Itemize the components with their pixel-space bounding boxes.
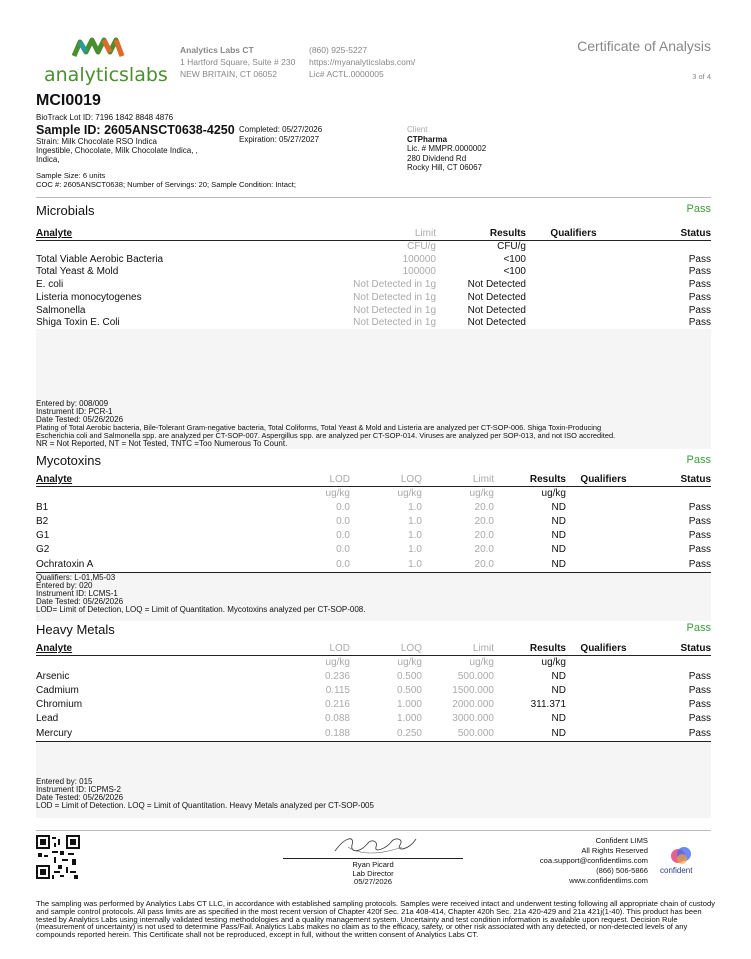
analyte: Cadmium	[36, 684, 79, 696]
col-analyte: Analyte	[36, 643, 236, 656]
limit: 20.0	[474, 501, 494, 513]
analyte: G2	[36, 544, 50, 556]
client-address1: 280 Dividend Rd	[407, 153, 467, 163]
table-header-row	[36, 474, 711, 487]
analyte: Lead	[36, 713, 59, 725]
table-row	[36, 558, 711, 572]
limit: 2000.000	[452, 699, 494, 711]
note-line: Instrument ID: LCMS-1	[36, 589, 118, 598]
result: Not Detected	[467, 304, 526, 316]
sample-code: MCI0019	[36, 92, 101, 109]
col-qualifiers: Qualifiers	[566, 474, 641, 487]
result: ND	[551, 501, 566, 513]
note-line: Date Tested: 05/26/2026	[36, 415, 124, 424]
status: Pass	[688, 544, 711, 556]
client-info	[407, 125, 486, 173]
table-row	[36, 670, 711, 684]
table-row	[36, 292, 711, 305]
divider	[36, 197, 711, 198]
lims-website[interactable]: www.confidentlims.com	[569, 876, 648, 885]
limit: 20.0	[474, 544, 494, 556]
col-qualifiers: Qualifiers	[526, 228, 621, 241]
qualifier	[566, 529, 641, 543]
status: Pass	[688, 501, 711, 513]
col-status: Status	[621, 228, 711, 241]
analyte: Ochratoxin A	[36, 558, 236, 572]
status: Pass	[641, 727, 711, 741]
loq: 0.250	[350, 727, 422, 741]
result: ND	[551, 515, 566, 527]
qualifier	[526, 292, 621, 305]
status: Pass	[688, 266, 711, 278]
lod: 0.0	[336, 544, 350, 556]
note-line: Entered by: 008/009	[36, 399, 109, 408]
lab-website[interactable]: https://myanalyticslabs.com/	[309, 57, 416, 67]
col-results: Results	[494, 474, 566, 487]
microbials-notes	[36, 400, 716, 448]
limit: 1500.000	[452, 684, 494, 696]
analyte: E. coli	[36, 279, 64, 291]
lab-phone: (860) 925-5227	[309, 45, 368, 55]
col-lod: LOD	[236, 643, 350, 656]
loq: 0.500	[396, 684, 422, 696]
note-line: NR = Not Reported, NT = Not Tested, TNTC =Too Numerous To Count.	[36, 439, 288, 448]
col-lod: LOD	[236, 474, 350, 487]
table-row	[36, 305, 711, 318]
qualifier	[566, 544, 641, 558]
analyte: Shiga Toxin E. Coli	[36, 317, 276, 330]
lab-contact	[309, 44, 415, 80]
table-row	[36, 266, 711, 279]
disclaimer: The sampling was performed by Analytics Labs CT LLC, in accordance with established sampling protocols. Samples were received intact and underwent testing following all appropriate chain of custody and sample control protocols. All pass limits are as specified in the most recent version of Chapter 420f Sec. 21a 408-414, Chapter 420h Sec. 21a 420-429 and 21a 421j(1-40). This product has been tested by Analytics Labs using internally validated testing methodologies and a quality management system. Uncertainty and test condition information is available upon request. Decision Rule (measurement of uncertainty) is not used to determine Pass/Fail. Analytics Labs makes no claim as to the efficacy, safety, or other risk associated with any detected, or non-detected levels of any compounds reported herein. This Certificate shall not be reproduced, except in full, without the written consent of Analytics Labs CT.	[36, 899, 716, 940]
completed-date: Completed: 05/27/2026	[239, 125, 323, 134]
result: Not Detected	[467, 291, 526, 303]
limit: 100000	[402, 266, 436, 278]
qualifier	[566, 713, 641, 727]
col-limit: Limit	[422, 643, 494, 656]
unit-lod: ug/kg	[325, 656, 350, 668]
status: Pass	[688, 279, 711, 291]
status: Pass	[688, 699, 711, 711]
client-license: Lic. # MMPR.0000002	[407, 144, 487, 153]
heavy-metals-status: Pass	[686, 622, 711, 634]
table-row	[36, 684, 711, 698]
table-row	[36, 279, 711, 292]
mycotoxins-table	[36, 474, 711, 573]
table-row	[36, 529, 711, 543]
table-row	[36, 254, 711, 267]
qualifier	[566, 558, 641, 572]
table-row	[36, 544, 711, 558]
loq: 1.0	[408, 501, 422, 513]
logo-text: analyticslabs	[44, 64, 168, 86]
lab-license: Lic# ACTL.0000005	[309, 69, 384, 79]
limit: 20.0	[422, 558, 494, 572]
signature-icon	[330, 833, 420, 859]
unit-results: CFU/g	[497, 241, 526, 252]
footer-divider	[36, 830, 711, 831]
limit: 100000	[402, 253, 436, 265]
table-header-row	[36, 228, 711, 241]
table-row	[36, 501, 711, 515]
microbials-status: Pass	[686, 203, 711, 215]
lims-info	[540, 836, 648, 886]
result: <100	[503, 253, 526, 265]
signature-line	[283, 858, 463, 859]
status: Pass	[688, 291, 711, 303]
biotrack-lot-id: BioTrack Lot ID: 7196 1842 8848 4876	[36, 113, 174, 122]
unit-limit: ug/kg	[469, 487, 494, 499]
lab-info	[180, 44, 295, 80]
analyte: Salmonella	[36, 304, 86, 316]
note-line: Instrument ID: ICPMS-2	[36, 785, 121, 794]
unit-results: ug/kg	[541, 487, 566, 499]
lod: 0.216	[324, 699, 350, 711]
coc-info: COC #: 2605ANSCT0638; Number of Servings: 20; Sample Condition: Intact;	[36, 179, 297, 189]
units-row	[36, 656, 711, 670]
lod: 0.188	[236, 727, 350, 741]
table-row	[36, 515, 711, 529]
heavy-metals-table	[36, 643, 711, 742]
lab-address-line2: NEW BRITAIN, CT 06052	[180, 69, 277, 79]
unit-limit: ug/kg	[469, 656, 494, 668]
limit: Not Detected in 1g	[353, 304, 436, 316]
analyte: Mercury	[36, 727, 236, 741]
note-line: Instrument ID: PCR-1	[36, 407, 113, 416]
result: ND	[551, 684, 566, 696]
mycotoxins-notes	[36, 574, 716, 614]
unit-limit: CFU/g	[407, 241, 436, 252]
qualifier	[566, 727, 641, 741]
signer-block	[283, 861, 463, 887]
client-name: CTPharma	[407, 134, 448, 144]
client-address2: Rocky Hill, CT 06067	[407, 163, 482, 172]
sample-size: Sample Size: 6 units	[36, 171, 106, 180]
limit: 500.000	[422, 727, 494, 741]
lims-phone: (866) 506-5866	[596, 866, 648, 875]
lod: 0.0	[236, 558, 350, 572]
loq: 0.500	[396, 670, 422, 682]
lod: 0.0	[336, 530, 350, 542]
lims-email[interactable]: coa.support@confidentlims.com	[539, 856, 648, 865]
signer-date: 05/27/2026	[353, 877, 392, 886]
analyte: G1	[36, 530, 50, 542]
col-status: Status	[641, 643, 711, 656]
page-number: 3 of 4	[692, 72, 711, 81]
loq: 1.0	[408, 544, 422, 556]
result: ND	[494, 727, 566, 741]
col-analyte: Analyte	[36, 228, 276, 241]
lod: 0.088	[324, 713, 350, 725]
signer-name: Ryan Picard	[352, 860, 394, 869]
sample-size-info	[36, 172, 296, 189]
status: Pass	[641, 558, 711, 572]
limit: Not Detected in 1g	[276, 317, 436, 330]
note-line: Date Tested: 05/26/2026	[36, 597, 124, 606]
loq: 1.0	[350, 558, 422, 572]
microbials-table	[36, 228, 711, 331]
lod: 0.236	[324, 670, 350, 682]
note-line: LOD= Limit of Detection, LOQ = Limit of Quantitation. Mycotoxins analyzed per CT-SOP-008.	[36, 605, 366, 614]
lod: 0.115	[325, 684, 350, 696]
expiration-date: Expiration: 05/27/2027	[239, 135, 320, 144]
status: Pass	[688, 253, 711, 265]
lod: 0.0	[336, 501, 350, 513]
col-loq: LOQ	[350, 474, 422, 487]
status: Pass	[688, 304, 711, 316]
lab-address-line1: 1 Hartford Square, Suite # 230	[180, 57, 296, 67]
col-loq: LOQ	[350, 643, 422, 656]
limit: Not Detected in 1g	[353, 279, 436, 291]
lims-name: Confident LIMS	[595, 836, 648, 845]
col-analyte: Analyte	[36, 474, 236, 487]
limit: 3000.000	[452, 713, 494, 725]
status: Pass	[688, 684, 711, 696]
result: ND	[551, 544, 566, 556]
col-status: Status	[641, 474, 711, 487]
result: Not Detected	[467, 279, 526, 291]
table-row	[36, 698, 711, 712]
confident-logo-icon	[664, 845, 700, 867]
analyte: Total Viable Aerobic Bacteria	[36, 253, 164, 265]
unit-results: ug/kg	[541, 656, 566, 668]
col-limit: Limit	[276, 228, 436, 241]
result: ND	[551, 530, 566, 542]
result: ND	[551, 670, 566, 682]
col-limit: Limit	[422, 474, 494, 487]
table-header-row	[36, 643, 711, 656]
note-line: Escherichia coli and Salmonella spp. are analyzed per CT-SOP-007. Aspergillus spp. are analyzed per CT-SOP-014. Viruses are analyzed per SOP-013, and not ISO accredited.	[36, 431, 616, 440]
loq: 1.0	[408, 530, 422, 542]
unit-lod: ug/kg	[325, 487, 350, 499]
status: Pass	[688, 670, 711, 682]
loq: 1.000	[396, 699, 422, 711]
microbials-title: Microbials	[36, 203, 95, 218]
qualifier	[526, 279, 621, 292]
limit: Not Detected in 1g	[353, 291, 436, 303]
units-row	[36, 241, 711, 254]
result: ND	[551, 713, 566, 725]
analyte: Chromium	[36, 699, 83, 711]
analyte: Arsenic	[36, 670, 70, 682]
analyte: B1	[36, 501, 49, 513]
sample-meta	[36, 137, 198, 164]
lod: 0.0	[336, 515, 350, 527]
sample-strain: Strain: Milk Chocolate RSO Indica	[36, 137, 157, 146]
client-label: Client	[407, 125, 428, 134]
lab-name: Analytics Labs CT	[180, 45, 254, 55]
status: Pass	[621, 317, 711, 330]
status: Pass	[688, 515, 711, 527]
table-row	[36, 727, 711, 741]
qualifier	[526, 254, 621, 267]
qualifier	[566, 515, 641, 529]
status: Pass	[688, 530, 711, 542]
limit: 500.000	[457, 670, 494, 682]
status: Pass	[688, 713, 711, 725]
qualifier	[526, 305, 621, 318]
result: <100	[503, 266, 526, 278]
loq: 1.0	[408, 515, 422, 527]
sample-category: Ingestible, Chocolate, Milk Chocolate Indica, ,	[36, 146, 198, 155]
qualifier	[566, 684, 641, 698]
col-results: Results	[436, 228, 526, 241]
result: 311.371	[530, 699, 566, 711]
mycotoxins-title: Mycotoxins	[36, 453, 102, 468]
col-results: Results	[494, 643, 566, 656]
result: ND	[494, 558, 566, 572]
table-row	[36, 713, 711, 727]
confident-logo-text: confident	[660, 866, 693, 875]
qualifier	[566, 698, 641, 712]
qualifier	[566, 501, 641, 515]
col-qualifiers: Qualifiers	[566, 643, 641, 656]
loq: 1.000	[396, 713, 422, 725]
analyte: Listeria monocytogenes	[36, 291, 142, 303]
sample-type: Indica,	[36, 155, 60, 164]
sample-id: Sample ID: 2605ANSCT0638-4250	[36, 123, 235, 137]
units-row	[36, 487, 711, 501]
signer-title: Lab Director	[352, 868, 394, 878]
qr-code-icon[interactable]	[36, 835, 80, 879]
limit: 20.0	[474, 515, 494, 527]
note-line: LOD = Limit of Detection. LOQ = Limit of Quantitation. Heavy Metals analyzed per CT-SOP-005	[36, 801, 374, 810]
note-line: Entered by: 020	[36, 581, 93, 590]
note-line: Plating of Total Aerobic bacteria, Bile-Tolerant Gram-negative bacteria, Total Coliforms, Total Yeast & Mold and Listeria are analyzed per CT-SOP-006. Shiga Toxin-Producing	[36, 423, 602, 432]
mycotoxins-status: Pass	[686, 454, 711, 466]
document-title: Certificate of Analysis	[577, 38, 711, 54]
analyte: B2	[36, 515, 49, 527]
note-line: Qualifiers: L-01,M5-03	[36, 573, 116, 582]
heavy-metals-notes	[36, 778, 716, 810]
sample-dates	[239, 125, 322, 145]
analyte: Total Yeast & Mold	[36, 266, 119, 278]
limit: 20.0	[474, 530, 494, 542]
note-line: Entered by: 015	[36, 777, 93, 786]
unit-loq: ug/kg	[397, 656, 422, 668]
lims-rights: All Rights Reserved	[581, 846, 648, 855]
heavy-metals-title: Heavy Metals	[36, 622, 115, 637]
qualifier	[526, 266, 621, 279]
result: Not Detected	[436, 317, 526, 330]
analytics-labs-logo	[44, 36, 168, 90]
qualifier	[566, 670, 641, 684]
note-line: Date Tested: 05/26/2026	[36, 793, 124, 802]
unit-loq: ug/kg	[397, 487, 422, 499]
